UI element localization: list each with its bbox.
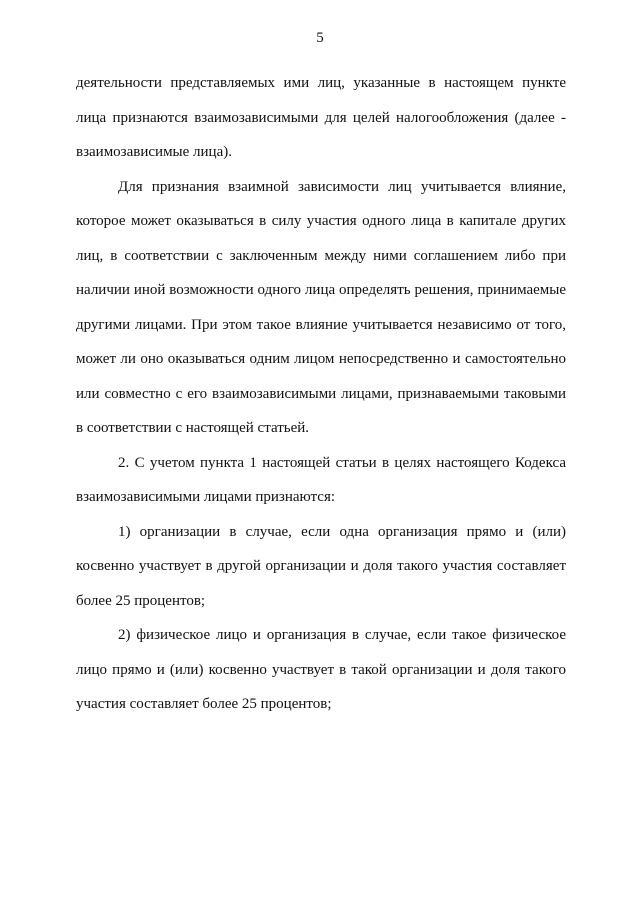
paragraph-influence: Для признания взаимной зависимости лиц учитывается влияние, которое может оказываться в силу участия одного лица в капитале других лиц, в соответствии с заключенным между ними соглашением либо при наличии иной возможности одного лица определять решения, принимаемые другими лицами. При этом такое влияние учитывается независимо от того, может ли оно оказываться одним лицом непосредственно и самостоятельно или совместно с его взаимозависимыми лицами, признаваемыми таковыми в соответствии с настоящей статьей. bbox=[76, 178, 566, 436]
paragraph-continuation: деятельности представляемых ими лиц, указанные в настоящем пункте лица признаются взаимозависимыми для целей налогообложения (далее - взаимозависимые лица). bbox=[76, 75, 566, 160]
list-item-2: 2) физическое лицо и организация в случае, если такое физическое лицо прямо и (или) косвенно участвует в такой организации и доля такого участия составляет более 25 процентов; bbox=[76, 627, 566, 712]
list-item-1: 1) организации в случае, если одна организация прямо и (или) косвенно участвует в другой организации и доля такого участия составляет более 25 процентов; bbox=[76, 523, 566, 609]
page-number: 5 bbox=[316, 30, 324, 46]
paragraph-clause-2: 2. С учетом пункта 1 настоящей статьи в целях настоящего Кодекса взаимозависимыми лицами признаются: bbox=[76, 454, 566, 505]
document-body bbox=[76, 66, 566, 722]
